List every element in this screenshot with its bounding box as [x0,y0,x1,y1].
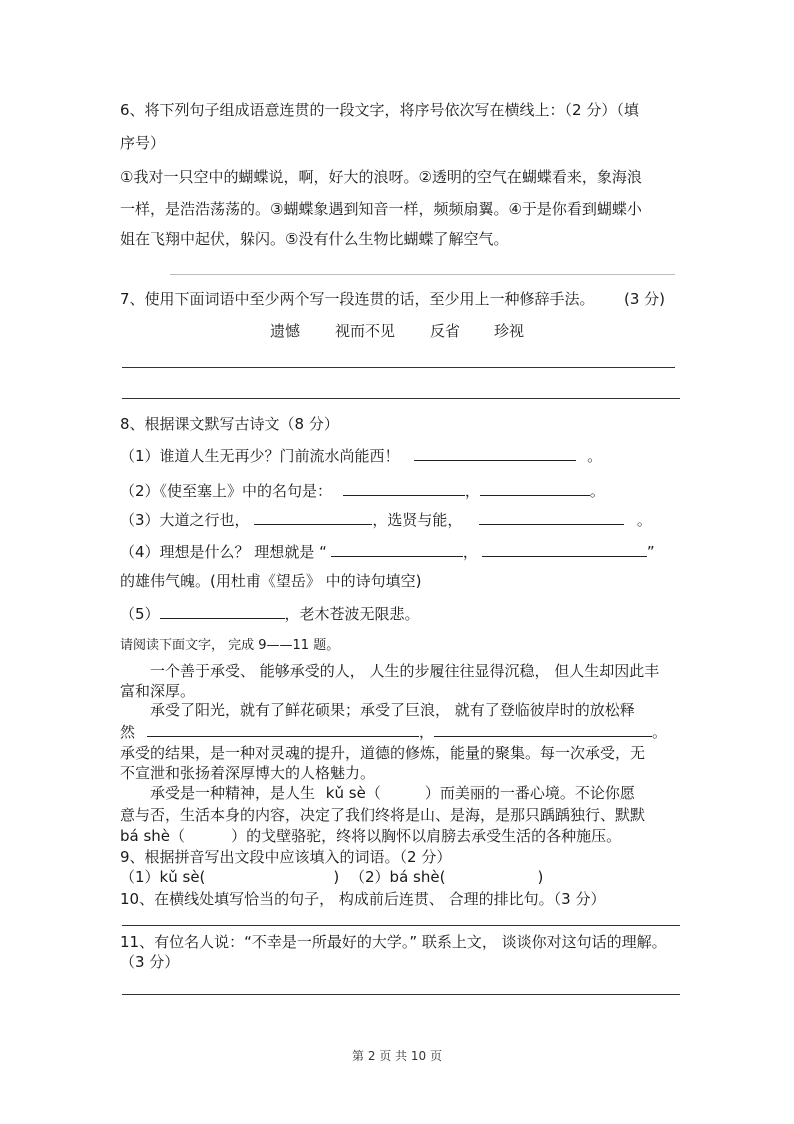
reading-p2-comma: ， [419,723,435,741]
q8-item-4-comma: ， [462,543,478,561]
q8-item-2-comma: ， [464,482,480,500]
q8-item-1-text: （1）谁道人生无再少？门前流水尚能西！ [120,447,400,465]
q8-item-4-text: （4）理想是什么？ 理想就是 “ [120,543,327,561]
q8-item-5-end: ，老木苍波无限悲。 [284,605,420,623]
q8-item-2-end: 。 [589,482,605,500]
q8-item-3-mid: ，选贤与能， [372,511,463,529]
reading-p4-paren-open: （ [365,784,381,802]
q8-item-4-blank-2[interactable] [482,540,647,557]
reading-p2-line2 [120,720,667,742]
q9-prompt: 9、根据拼音写出文段中应该填入的词语。（2 分） [120,848,452,866]
reading-p4-pinyin-kuse: kǔ sè [325,784,366,802]
q9-b-close: ) [537,868,544,886]
q7-score: (3 分) [624,290,666,308]
q6-prompt-line1: 6、将下列句子组成语意连贯的一段文字，将序号依次写在横线上：（2 分）（填 [120,101,639,119]
reading-p4-line1 [150,783,635,803]
reading-p4-paren-open-2: （ [170,827,186,845]
q8-item-5-blank[interactable] [160,602,285,619]
reading-blank-2[interactable] [434,720,652,737]
reading-p4-line3 [120,826,621,846]
reading-blank-1[interactable] [147,720,419,737]
q6-prompt-line2: 序号） [120,134,166,152]
q6-answer-line[interactable] [170,274,675,275]
q7-word-1: 遗憾 [270,322,301,340]
q8-item-4-end: ” [646,543,655,561]
q8-item-2-text: （2）《使至塞上》中的名句是： [120,482,333,500]
q9-a-label: （1）kǔ sè( [120,868,206,886]
q8-item-5-text: （5） [120,605,160,623]
reading-p4-text-1: 承受是一种精神，是人生 [150,784,316,802]
reading-p3-line1: 承受的结果，是一种对灵魂的提升，道德的修炼，能量的聚集。每一次承受，无 [120,744,646,762]
reading-p1-line2: 富和深厚。 [120,682,196,700]
q8-item-3-end: 。 [636,511,652,529]
q9-answer-b [350,867,543,887]
reading-p4-line2: 意与否，生活本身的内容，决定了我们终将是山、是海，是那只踽踽独行、默默 [120,806,646,824]
reading-p4-text-3: ）的戈壁骆驼，终将以胸怀以肩膀去承受生活的各种施压。 [231,827,622,845]
q7-answer-line-1[interactable] [122,367,675,368]
q8-item-3-text: （3）大道之行也， [120,511,250,529]
q8-item-1-end: 。 [587,447,603,465]
q11-prompt-line2: （3 分） [120,953,180,971]
q7-word-3: 反省 [430,322,461,340]
q7-answer-line-2[interactable] [122,398,680,399]
q8-item-3-blank-2[interactable] [479,508,624,525]
q8-item-5 [120,602,420,624]
page-number: 第 2 页 共 10 页 [352,1049,442,1063]
q6-sentences-line2: 一样，是浩浩荡荡的。③蝴蝶象遇到知音一样，频频扇翼。④于是你看到蝴蝶小 [120,200,642,218]
q8-item-3 [120,508,652,530]
q8-item-4 [120,540,655,562]
q6-sentences-line1: ①我对一只空中的蝴蝶说，啊，好大的浪呀。②透明的空气在蝴蝶看来，象海浪 [120,168,642,186]
reading-p2-line1: 承受了阳光，就有了鲜花硕果；承受了巨浪， 就有了登临彼岸时的放松释 [150,701,635,719]
reading-p3-line2: 不宣泄和张扬着深厚博大的人格魅力。 [120,764,376,782]
q11-prompt-line1: 11、有位名人说：“不幸是一所最好的大学。” 联系上文， 谈谈你对这句话的理解。 [120,933,667,951]
q7-word-2: 视而不见 [335,322,396,340]
q8-item-1-blank[interactable] [414,444,576,461]
reading-p1-line1: 一个善于承受、 能够承受的人， 人生的步履往往显得沉稳， 但人生却因此丰 [150,662,660,680]
q6-sentences-line3: 姐在飞翔中起伏，躲闪。⑤没有什么生物比蝴蝶了解空气。 [120,230,509,248]
reading-intro: 请阅读下面文字， 完成 9——11 题。 [120,638,340,653]
q9-answer-a [120,867,339,887]
reading-p2-start: 然 [120,723,136,741]
q8-item-4-blank-1[interactable] [331,540,463,557]
q8-item-2-blank-1[interactable] [343,479,465,496]
q10-answer-line[interactable] [122,925,680,926]
reading-p4-text-2: ）而美丽的一番心境。不论你愿 [424,784,635,802]
reading-p4-pinyin-bashe: bá shè [120,827,171,845]
q11-answer-line[interactable] [122,994,680,995]
q8-title: 8、根据课文默写古诗文（8 分） [120,415,339,433]
q8-item-3-blank-1[interactable] [254,508,372,525]
q8-item-1 [120,444,602,466]
q7-word-4: 珍视 [494,322,525,340]
q8-item-2 [120,479,605,501]
q7-prompt: 7、使用下面词语中至少两个写一段连贯的话，至少用上一种修辞手法。 [120,290,595,308]
q9-a-close: ) [333,868,340,886]
q8-item-2-blank-2[interactable] [480,479,590,496]
q9-b-label: （2）bá shè( [350,868,446,886]
reading-p2-end: 。 [652,723,668,741]
q10-prompt: 10、在横线处填写恰当的句子， 构成前后连贯、 合理的排比句。（3 分） [120,890,606,908]
q8-item-4-continuation: 的雄伟气魄。(用杜甫《望岳》 中的诗句填空) [120,572,422,590]
